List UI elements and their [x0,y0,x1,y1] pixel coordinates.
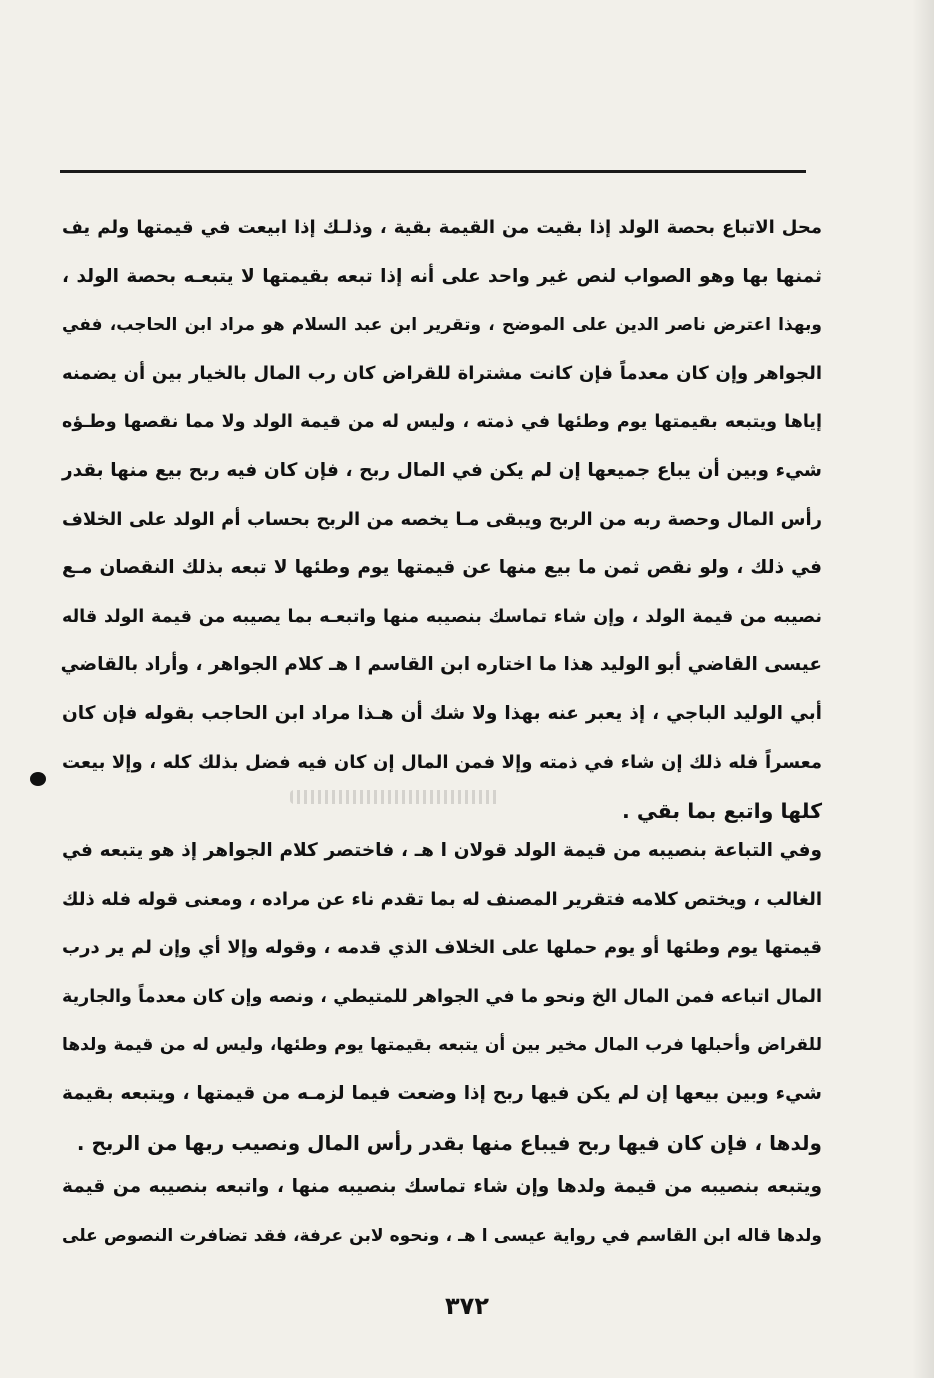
text-line: إياها ويتبعه بقيمتها يوم وطئها في ذمته ، وليس له من قيمة الولد ولا مما نقصها وطـؤه [62,412,822,433]
text-line: ثمنها بها وهو الصواب لنص غير واحد على أنه إذا تبعه بقيمتها لا يتبعـه بحصة الولد ، [62,265,822,287]
text-line: شيء وبين أن يباع جميعها إن لم يكن في المال ربح ، فإن كان فيه ربح بيع منها بقدر [62,459,822,481]
text-line: نصيبه من قيمة الولد ، وإن شاء تماسك بنصيبه منها واتبعـه بما يصيبه من قيمة الولد قاله [62,606,822,627]
text-line: للقراض وأحبلها فرب المال مخير بين أن يتبعه بقيمتها يوم وطئها، وليس له من قيمة ولدها [62,1035,822,1056]
page-number: ٣٧٢ [445,1292,489,1320]
text-line: الجواهر وإن كان معدماً فإن كانت مشتراة للقراض كان رب المال بالخيار بين أن يضمنه [62,362,822,384]
text-line: ولدها ، فإن كان فيها ربح فيباع منها بقدر رأس المال ونصيب ربها من الربح . [76,1130,822,1155]
text-line: رأس المال وحصة ربه من الربح ويبقى مـا يخصه من الربح بحساب أم الولد على الخلاف [62,508,822,530]
text-line: ولدها قاله ابن القاسم في رواية عيسى ا هـ ، ونحوه لابن عرفة، فقد تضافرت النصوص على [62,1225,822,1246]
paragraph-1 [62,204,822,836]
text-line: شيء وبين بيعها إن لم يكن فيها ربح إذا وضعت فيما لزمـه من قيمتها ، ويتبعه بقيمة [62,1082,822,1104]
text-line: محل الاتباع بحصة الولد إذا بقيت من القيمة بقية ، وذلـك إذا ابيعت في قيمتها ولم يف [62,217,822,238]
paragraph-2 [62,827,822,1167]
text-line: أبي الوليد الباجي ، إذ يعبر عنه بهذا ولا شك أن هـذا مراد ابن الحاجب بقوله فإن كان [62,702,822,724]
text-line: الغالب ، ويختص كلامه فتقرير المصنف له بما تقدم ناء عن مراده ، ومعنى قوله فله ذلك [62,888,822,910]
text-line: المال اتباعه فمن المال الخ ونحو ما في الجواهر للمتيطي ، ونصه وإن كان معدماً والجارية [62,986,822,1007]
page-edge-shadow [912,0,934,1378]
ink-blot [30,772,46,786]
paragraph-3 [62,1163,822,1260]
print-smudge [290,790,500,804]
text-line: كلها واتبع بما بقي . [621,799,822,824]
text-line: وبهذا اعترض ناصر الدين على الموضح ، وتقرير ابن عبد السلام هو مراد ابن الحاجب، ففي [62,315,822,336]
text-line: عيسى القاضي أبو الوليد هذا ما اختاره ابن القاسم ا هـ كلام الجواهر ، وأراد بالقاضي [60,654,822,676]
text-line: معسراً فله ذلك إن شاء في ذمته وإلا فمن المال إن كان فيه فضل بذلك كله ، وإلا بيعت [62,751,822,773]
text-line: وفي التباعة بنصيبه من قيمة الولد قولان ا هـ ، فاختصر كلام الجواهر إذ هو يتبعه في [62,840,822,861]
text-line: ويتبعه بنصيبه من قيمة ولدها وإن شاء تماسك بنصيبه منها ، واتبعه بنصيبه من قيمة [62,1176,822,1197]
text-line: قيمتها يوم وطئها أو يوم حملها على الخلاف الذي قدمه ، وقوله وإلا أي وإن لم ير درب [62,937,822,959]
header-rule [60,170,806,173]
text-line: في ذلك ، ولو نقص ثمن ما بيع منها عن قيمتها يوم وطئها لا تبعه بذلك النقصان مـع [62,557,822,579]
